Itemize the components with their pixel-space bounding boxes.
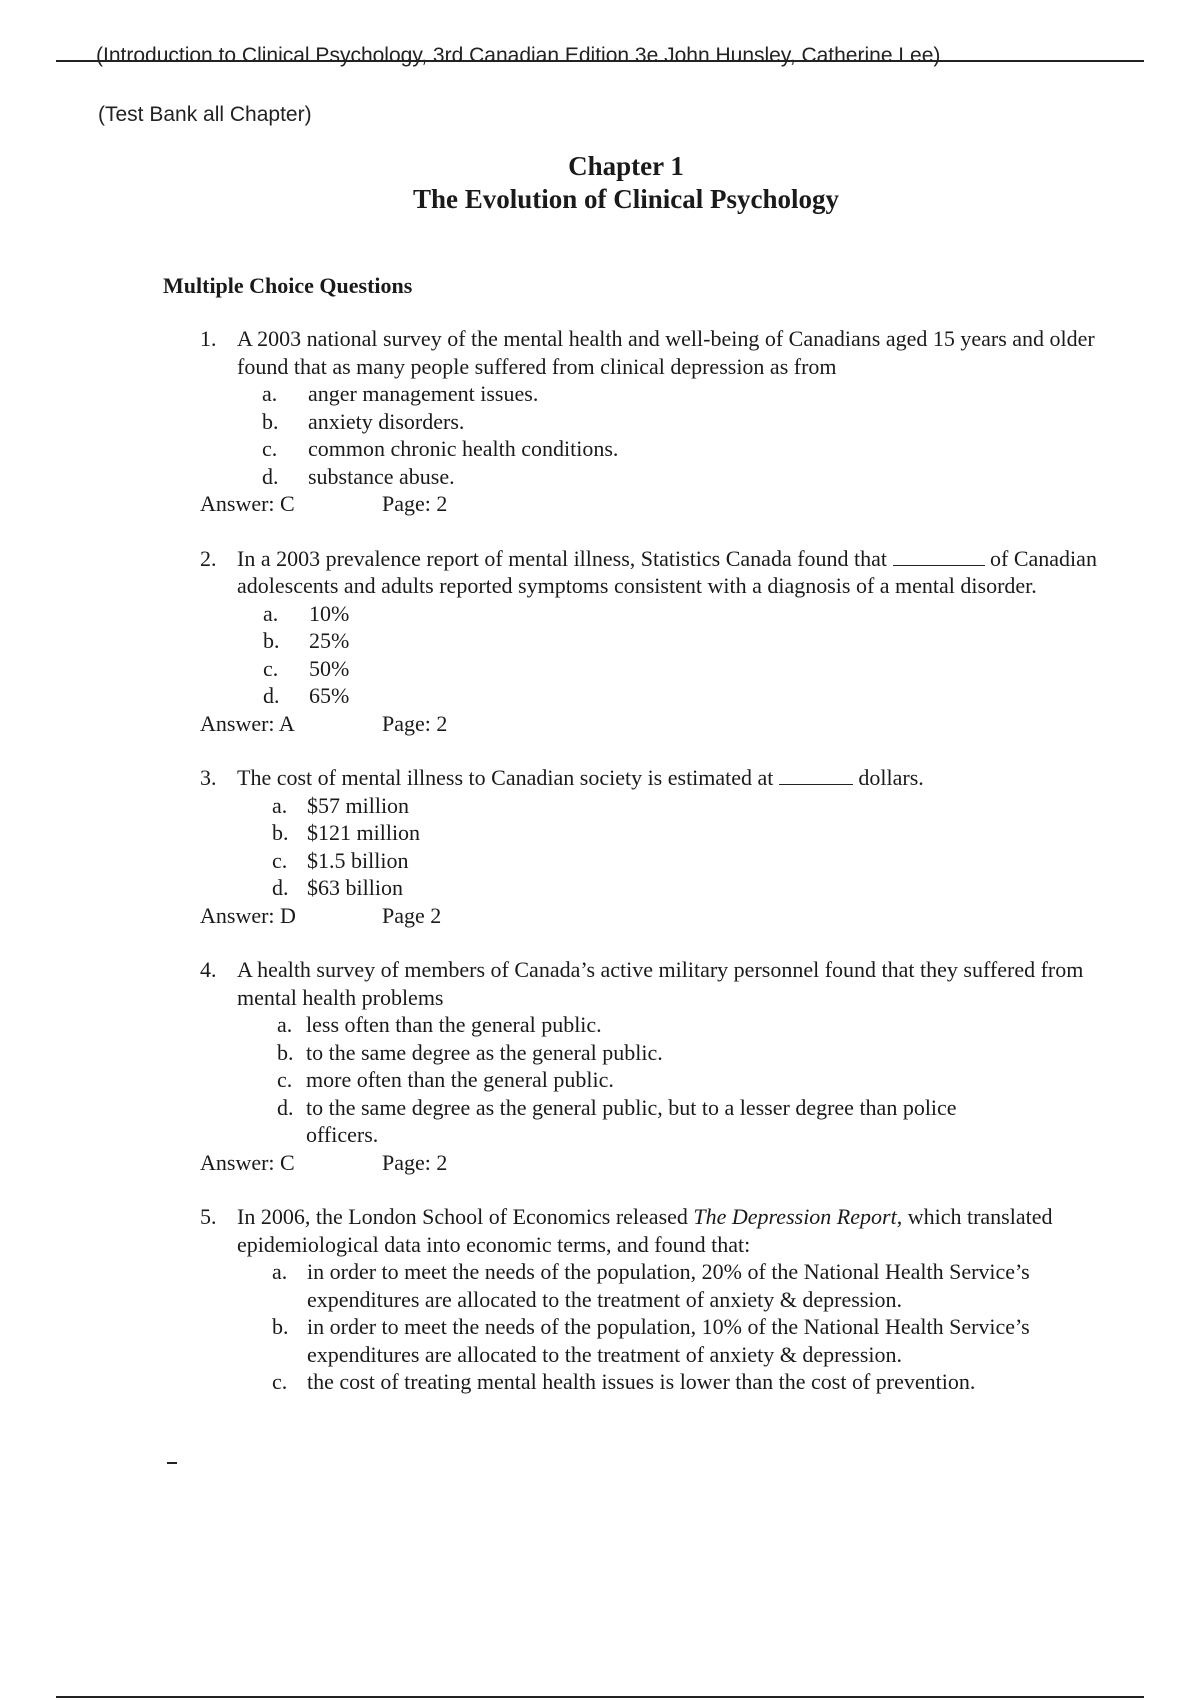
option-text: substance abuse.	[308, 463, 455, 489]
option-a	[200, 792, 1100, 820]
option-text: more often than the general public.	[306, 1067, 614, 1092]
question-text-part: , which translated epidemiological data into economic terms, and found that:	[237, 1204, 1053, 1257]
book-title-header: (Introduction to Clinical Psychology, 3rd Canadian Edition 3e John Hunsley, Catherine Lee)	[96, 44, 941, 67]
option-letter: a.	[263, 600, 279, 626]
option-text: $1.5 billion	[307, 847, 409, 873]
option-b	[200, 1313, 1100, 1368]
question-3	[200, 764, 1100, 929]
option-text: anger management issues.	[308, 381, 539, 406]
option-letter: b.	[272, 820, 289, 845]
chapter-title: The Evolution of Clinical Psychology	[412, 184, 840, 214]
option-letter: c.	[263, 655, 279, 681]
answer-key: Answer: A	[200, 710, 295, 736]
test-bank-subtitle: (Test Bank all Chapter)	[98, 103, 312, 126]
question-text	[237, 1203, 1067, 1258]
page-reference: Page 2	[382, 902, 442, 928]
option-letter: c.	[272, 847, 288, 873]
option-letter: b.	[272, 1314, 289, 1339]
chapter-number: Chapter 1	[568, 151, 684, 181]
question-text: A 2003 national survey of the mental health and well-being of Canadians aged 15 years and older found that as many people suffered from clinical depression as from	[237, 326, 1095, 379]
option-d	[200, 682, 1100, 710]
report-title: The Depression Report	[693, 1204, 897, 1229]
answer-options	[200, 1258, 1100, 1396]
question-text-part: The cost of mental illness to Canadian society is estimated at	[237, 765, 774, 790]
answer-key: Answer: D	[200, 902, 296, 928]
question-text	[237, 545, 1100, 600]
fill-in-blank	[893, 547, 985, 566]
question-text-part: In 2006, the London School of Economics released	[237, 1204, 688, 1229]
fill-in-blank	[779, 766, 853, 785]
option-letter: d.	[262, 463, 279, 489]
option-text: $57 million	[307, 792, 410, 818]
answer-line	[200, 490, 1100, 518]
question-2	[200, 545, 1100, 738]
option-text: 65%	[309, 683, 350, 708]
option-text: less often than the general public.	[306, 1012, 602, 1037]
option-text: to the same degree as the general public, but to a lesser degree than police officers.	[306, 1094, 957, 1147]
answer-line	[200, 1149, 1100, 1177]
option-letter: c.	[272, 1369, 288, 1394]
answer-line	[200, 902, 1100, 930]
option-c	[200, 1368, 1100, 1396]
option-b	[200, 627, 1100, 655]
question-text-part: In a 2003 prevalence report of mental illness, Statistics Canada found that	[237, 545, 888, 571]
option-c	[200, 655, 1100, 683]
option-b	[200, 1039, 1100, 1067]
option-letter: b.	[262, 408, 279, 434]
question-text: A health survey of members of Canada’s active military personnel found that they suffered from mental health problems	[237, 957, 1084, 1010]
option-text: anxiety disorders.	[308, 408, 465, 434]
answer-options	[200, 600, 1100, 710]
option-a	[200, 600, 1100, 628]
answer-line	[200, 710, 1100, 738]
answer-options	[200, 1011, 1100, 1149]
option-d	[200, 874, 1100, 902]
option-text: 50%	[309, 655, 350, 681]
option-text: in order to meet the needs of the population, 10% of the National Health Service’s expenditures are allocated to the treatment of anxiety & depression.	[307, 1314, 1030, 1367]
option-a	[200, 380, 1100, 408]
option-text: common chronic health conditions.	[308, 436, 619, 461]
footer-line	[56, 1696, 1144, 1698]
option-a	[200, 1258, 1100, 1313]
option-text: $121 million	[307, 820, 421, 845]
option-letter: d.	[263, 683, 280, 708]
option-text: 25%	[309, 628, 350, 653]
question-list	[200, 325, 1100, 1423]
answer-key: Answer: C	[200, 1149, 295, 1175]
option-a	[200, 1011, 1100, 1039]
option-letter: b.	[263, 628, 280, 653]
page-reference: Page: 2	[382, 491, 448, 516]
question-number: 5.	[200, 1204, 217, 1229]
option-c	[200, 435, 1100, 463]
option-letter: a.	[262, 381, 278, 406]
stray-dash-mark	[167, 1462, 177, 1464]
answer-key: Answer: C	[200, 491, 295, 516]
option-text: the cost of treating mental health issues is lower than the cost of prevention.	[307, 1369, 976, 1394]
question-number: 1.	[200, 326, 217, 351]
answer-options	[200, 792, 1100, 902]
option-text: to the same degree as the general public.	[306, 1039, 663, 1065]
option-letter: c.	[277, 1067, 293, 1092]
option-letter: d.	[277, 1094, 294, 1120]
question-number: 3.	[200, 765, 217, 790]
question-1	[200, 325, 1100, 518]
section-heading: Multiple Choice Questions	[163, 273, 413, 298]
option-d	[200, 1094, 1100, 1149]
question-number: 2.	[200, 545, 217, 571]
option-text: 10%	[309, 600, 350, 626]
page-reference: Page: 2	[382, 710, 448, 736]
question-5	[200, 1203, 1100, 1396]
option-d	[200, 463, 1100, 491]
option-letter: a.	[272, 792, 288, 818]
option-letter: b.	[277, 1039, 294, 1065]
option-b	[200, 408, 1100, 436]
option-letter: d.	[272, 875, 289, 900]
answer-options	[200, 380, 1100, 490]
option-letter: a.	[272, 1259, 288, 1284]
option-letter: c.	[262, 436, 278, 461]
option-c	[200, 1066, 1100, 1094]
question-text-part: dollars.	[858, 765, 924, 790]
option-c	[200, 847, 1100, 875]
option-text: in order to meet the needs of the population, 20% of the National Health Service’s expenditures are allocated to the treatment of anxiety & depression.	[307, 1259, 1030, 1312]
page-reference: Page: 2	[382, 1149, 448, 1175]
option-text: $63 billion	[307, 875, 403, 900]
option-b	[200, 819, 1100, 847]
question-number: 4.	[200, 957, 217, 982]
option-letter: a.	[277, 1012, 293, 1037]
chapter-heading	[0, 150, 1200, 216]
question-text-part: of Canadian adolescents and adults reported symptoms consistent with a diagnosis of a mental disorder.	[237, 545, 1097, 598]
question-4	[200, 956, 1100, 1176]
question-text	[237, 764, 1100, 792]
